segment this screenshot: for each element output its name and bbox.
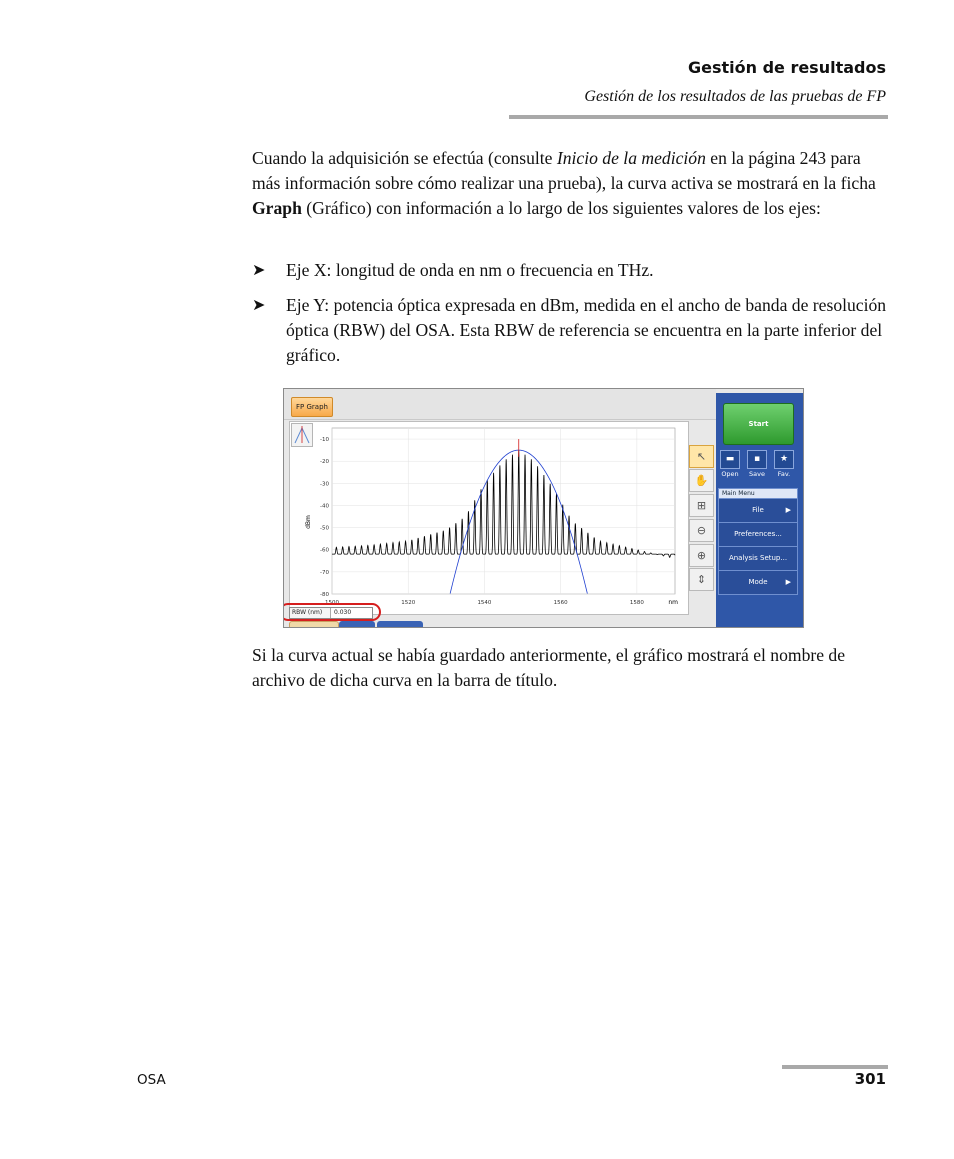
graph-tab-name: Graph (252, 198, 302, 218)
menu-item-label: Analysis Setup... (728, 554, 788, 562)
chevron-right-icon: ▶ (785, 578, 791, 586)
y-tick-label: -50 (320, 525, 329, 532)
menu-item-label: Preferences... (734, 530, 782, 538)
fp-graph-chart (290, 422, 688, 614)
footer-product-name: OSA (137, 1072, 166, 1088)
footer-rule (782, 1065, 888, 1069)
rbw-label: RBW (nm) (292, 609, 323, 616)
osa-screenshot (283, 388, 804, 628)
y-tick-label: -30 (320, 481, 329, 488)
intro-text-1: Cuando la adquisición se efectúa (consulte (252, 148, 557, 168)
x-tick-label: 1520 (401, 600, 416, 606)
intro-text-3: (Gráfico) con información a lo largo de los siguientes valores de los ejes: (301, 198, 821, 218)
plot-frame (332, 428, 675, 594)
hand-pan-icon[interactable]: ✋ (689, 469, 714, 492)
graph-toolbar (689, 445, 714, 587)
y-tick-label: -60 (320, 547, 329, 554)
peak-tool-icon (292, 424, 312, 446)
menu-item-file[interactable] (719, 498, 797, 522)
fav-label: Fav. (777, 470, 791, 478)
star-icon: ★ (774, 450, 794, 469)
bullet-arrow-icon: ➤ (252, 262, 266, 279)
floppy-disk-icon: ▪ (747, 450, 767, 469)
menu-item-label: File (752, 506, 764, 514)
y-tick-label: -70 (320, 569, 329, 576)
x-tick-label: 1580 (629, 600, 644, 606)
y-tick-label: -20 (320, 459, 329, 466)
zoom-area-icon[interactable]: ⊞ (689, 494, 714, 517)
menu-item-label: Mode (748, 578, 768, 586)
start-button[interactable]: Start (723, 403, 794, 445)
y-axis-label: dBm (305, 515, 312, 529)
folder-icon: ▬ (720, 450, 740, 469)
bullet-text: Eje X: longitud de onda en nm o frecuencia en THz. (286, 260, 654, 280)
bottom-tab-1[interactable] (289, 621, 339, 628)
zoom-in-icon[interactable]: ⊕ (689, 544, 714, 567)
zoom-out-icon[interactable]: ⊖ (689, 519, 714, 542)
cross-reference-link[interactable]: Inicio de la medición (556, 148, 706, 168)
zoom-vertical-icon[interactable]: ⇕ (689, 568, 714, 591)
intro-text-2: en la página 243 para más información sobre cómo realizar una prueba), la curva activa se mostrará en la ficha (252, 148, 876, 193)
bottom-tab-2[interactable] (339, 621, 375, 628)
header-chapter-title: Gestión de resultados (687, 58, 886, 77)
favorites-button[interactable] (773, 450, 795, 480)
right-control-panel (716, 393, 803, 627)
menu-item-preferences[interactable] (719, 522, 797, 546)
bottom-tabs (289, 621, 689, 628)
fp-trace-line (332, 450, 675, 557)
header-rule (509, 115, 888, 119)
x-tick-label: 1540 (477, 600, 492, 606)
save-button[interactable] (746, 450, 768, 480)
y-tick-label: -80 (320, 592, 329, 598)
main-menu (718, 488, 798, 595)
page-number: 301 (854, 1070, 886, 1088)
graph-area (289, 421, 689, 615)
bullet-arrow-icon: ➤ (252, 297, 266, 314)
bullet-text: Eje Y: potencia óptica expresada en dBm, medida en el ancho de banda de resolución óptica (RBW) del OSA. Esta RBW de referencia se encuentra en la parte inferior del gráfico. (286, 295, 887, 365)
tab-bar (284, 389, 716, 420)
x-tick-label: 1500 (325, 600, 339, 606)
menu-item-analysis-setup[interactable] (719, 546, 797, 570)
save-label: Save (749, 470, 765, 478)
pointer-icon[interactable]: ↖ (689, 445, 714, 468)
left-tool-button[interactable] (291, 423, 313, 447)
rbw-highlight-circle (283, 603, 381, 621)
x-tick-label: 1560 (553, 600, 568, 606)
closing-paragraph: Si la curva actual se había guardado anteriormente, el gráfico mostrará el nombre de archivo de dicha curva en la barra de título. (252, 645, 846, 690)
y-tick-label: -40 (320, 503, 329, 510)
menu-item-mode[interactable] (719, 570, 797, 594)
open-label: Open (721, 470, 739, 478)
intro-paragraph (252, 146, 888, 221)
chevron-right-icon: ▶ (785, 506, 791, 514)
header-section-title: Gestión de los resultados de las pruebas de FP (584, 88, 886, 105)
rbw-value: 0.030 (330, 608, 372, 618)
bottom-tab-3[interactable] (377, 621, 423, 628)
x-axis-label: nm (668, 599, 678, 606)
quick-buttons (719, 450, 799, 480)
open-button[interactable] (719, 450, 741, 480)
tab-fp-graph[interactable]: FP Graph (291, 397, 333, 417)
main-menu-header: Main Menu (719, 489, 797, 498)
y-tick-label: -10 (320, 437, 329, 444)
